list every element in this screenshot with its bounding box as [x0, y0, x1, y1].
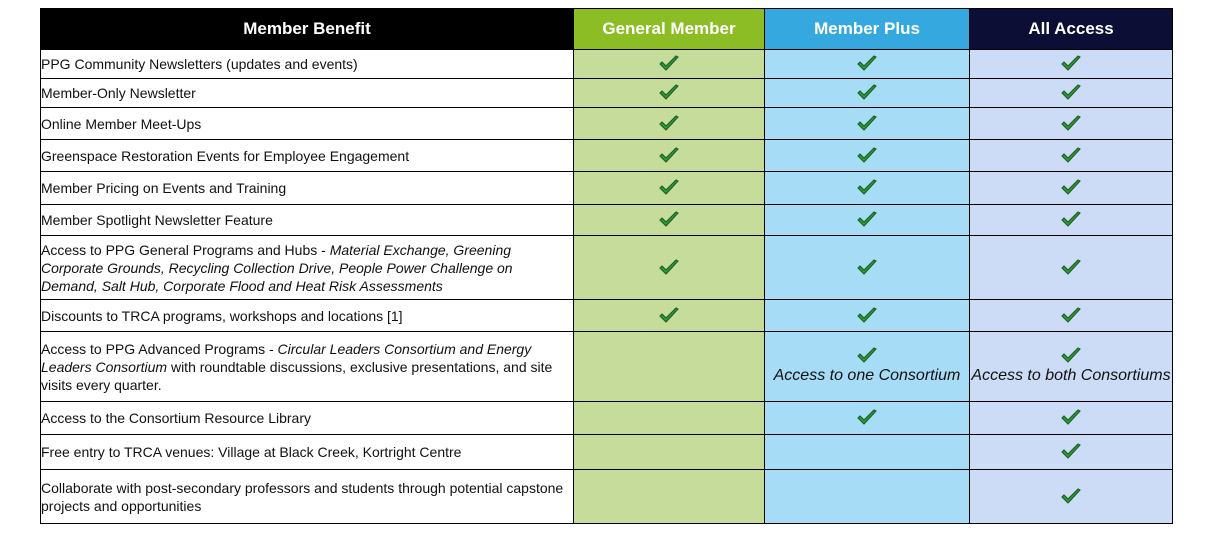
benefit-cell	[41, 402, 574, 435]
benefit-cell	[41, 140, 574, 172]
table-row	[41, 108, 1173, 140]
header-member-plus: Member Plus	[765, 9, 970, 50]
benefit-cell	[41, 435, 574, 470]
table-row	[41, 402, 1173, 435]
checkmark-icon	[1061, 409, 1081, 426]
tier-cell-all	[970, 402, 1173, 435]
benefit-text: Greenspace Restoration Events for Employee Engagement	[41, 147, 410, 164]
header-member-benefit: Member Benefit	[41, 9, 574, 50]
checkmark-icon	[659, 259, 679, 276]
header-row	[41, 9, 1173, 50]
benefit-cell	[41, 205, 574, 236]
tier-cell-all	[970, 108, 1173, 140]
checkmark-icon	[659, 84, 679, 101]
checkmark-icon	[1061, 307, 1081, 324]
tier-cell-plus	[765, 79, 970, 108]
tier-cell-general	[574, 332, 765, 402]
checkmark-icon	[857, 179, 877, 196]
checkmark-icon	[1061, 84, 1081, 101]
table-row	[41, 470, 1173, 524]
checkmark-icon	[659, 179, 679, 196]
tier-cell-all	[970, 205, 1173, 236]
tier-cell-general	[574, 50, 765, 79]
tier-cell-general	[574, 236, 765, 300]
tier-cell-all	[970, 300, 1173, 332]
tier-cell-all	[970, 172, 1173, 205]
tier-cell-plus	[765, 50, 970, 79]
tier-cell-general	[574, 435, 765, 470]
tier-cell-plus	[765, 435, 970, 470]
tier-cell-plus	[765, 205, 970, 236]
tier-cell-all	[970, 470, 1173, 524]
checkmark-icon	[857, 147, 877, 164]
checkmark-icon	[1061, 347, 1081, 364]
tier-cell-general	[574, 300, 765, 332]
tier-cell-plus	[765, 140, 970, 172]
benefit-cell	[41, 236, 574, 300]
benefit-programs-italic: Material Exchange, Greening Corporate Grounds, Recycling Collection Drive, People Power Challenge on Demand, Salt Hub, Corporate Flood and Heat Risk Assessments	[41, 241, 513, 294]
tier-cell-general	[574, 470, 765, 524]
checkmark-icon	[1061, 147, 1081, 164]
checkmark-icon	[659, 211, 679, 228]
checkmark-icon	[659, 307, 679, 324]
benefit-text: Access to PPG Advanced Programs -	[41, 340, 278, 357]
checkmark-icon	[857, 409, 877, 426]
benefit-cell	[41, 172, 574, 205]
table-row	[41, 50, 1173, 79]
checkmark-icon	[1061, 55, 1081, 72]
tier-cell-plus	[765, 236, 970, 300]
checkmark-icon	[857, 55, 877, 72]
benefit-text: Member-Only Newsletter	[41, 85, 196, 101]
checkmark-icon	[1061, 211, 1081, 228]
table-row	[41, 205, 1173, 236]
benefit-text: Free entry to TRCA venues: Village at Black Creek, Kortright Centre	[41, 444, 462, 460]
benefit-cell	[41, 108, 574, 140]
membership-comparison-table	[40, 8, 1173, 524]
header-general-member: General Member	[574, 9, 765, 50]
tier-cell-general	[574, 108, 765, 140]
tier-note: Access to one Consortium	[773, 367, 961, 384]
table-row	[41, 236, 1173, 300]
tier-cell-general	[574, 140, 765, 172]
benefit-cell	[41, 470, 574, 524]
benefit-cell	[41, 300, 574, 332]
benefit-programs-italic: Circular Leaders Consortium and Energy Leaders Consortium	[41, 340, 532, 375]
checkmark-icon	[1061, 179, 1081, 196]
tier-note: Access to both Consortiums	[971, 367, 1171, 384]
checkmark-icon	[1061, 259, 1081, 276]
benefit-text: Access to PPG General Programs and Hubs -	[41, 241, 330, 258]
tier-cell-general	[574, 205, 765, 236]
table-row	[41, 435, 1173, 470]
checkmark-icon	[857, 259, 877, 276]
checkmark-icon	[857, 84, 877, 101]
checkmark-icon	[857, 347, 877, 364]
checkmark-icon	[857, 115, 877, 132]
tier-cell-general	[574, 79, 765, 108]
table-row	[41, 140, 1173, 172]
checkmark-icon	[1061, 115, 1081, 132]
tier-cell-plus	[765, 332, 970, 402]
checkmark-icon	[1061, 488, 1081, 505]
tier-cell-plus	[765, 172, 970, 205]
tier-cell-all	[970, 435, 1173, 470]
tier-cell-plus	[765, 108, 970, 140]
benefit-text: Online Member Meet-Ups	[41, 115, 202, 132]
benefit-text: Member Spotlight Newsletter Feature	[41, 212, 273, 228]
benefit-text: Discounts to TRCA programs, workshops and locations [1]	[41, 307, 403, 324]
tier-cell-all	[970, 332, 1173, 402]
tier-cell-all	[970, 50, 1173, 79]
table-row	[41, 332, 1173, 402]
benefit-cell	[41, 332, 574, 402]
benefit-text: PPG Community Newsletters (updates and events)	[41, 56, 358, 72]
table-row	[41, 172, 1173, 205]
tier-cell-plus	[765, 300, 970, 332]
table-row	[41, 79, 1173, 108]
checkmark-icon	[659, 55, 679, 72]
tier-cell-general	[574, 172, 765, 205]
benefit-text: Collaborate with post-secondary professors and students through potential capstone projects and opportunities	[41, 479, 564, 514]
benefit-text: Member Pricing on Events and Training	[41, 180, 287, 196]
checkmark-icon	[857, 211, 877, 228]
header-all-access: All Access	[970, 9, 1173, 50]
checkmark-icon	[1061, 443, 1081, 460]
benefit-cell	[41, 50, 574, 79]
table-row	[41, 300, 1173, 332]
checkmark-icon	[659, 115, 679, 132]
benefit-text: Access to the Consortium Resource Library	[41, 410, 311, 426]
checkmark-icon	[857, 307, 877, 324]
tier-cell-all	[970, 79, 1173, 108]
checkmark-icon	[659, 147, 679, 164]
tier-cell-general	[574, 402, 765, 435]
benefit-text-continued: with roundtable discussions, exclusive presentations, and site visits every quarter.	[41, 358, 553, 393]
tier-cell-plus	[765, 470, 970, 524]
benefit-cell	[41, 79, 574, 108]
tier-cell-plus	[765, 402, 970, 435]
tier-cell-all	[970, 236, 1173, 300]
tier-cell-all	[970, 140, 1173, 172]
